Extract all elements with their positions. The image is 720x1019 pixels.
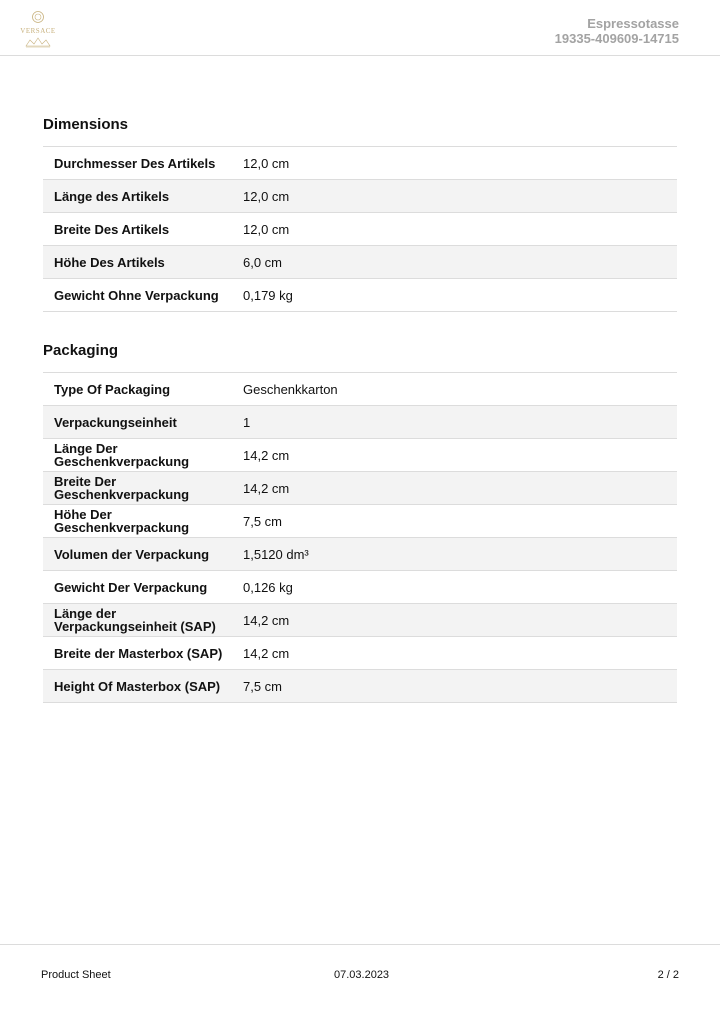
row-label: Durchmesser Des Artikels [54, 155, 216, 171]
row-value: 14,2 cm [243, 447, 290, 463]
table-row [43, 670, 677, 703]
row-value: 1,5120 dm³ [243, 546, 309, 562]
table-row [43, 213, 677, 246]
dimensions-table [43, 146, 677, 312]
row-label: Gewicht Der Verpackung [54, 579, 208, 595]
table-row [43, 538, 677, 571]
row-value: 0,179 kg [243, 287, 293, 303]
table-row [43, 246, 677, 279]
packaging-table [43, 372, 677, 703]
row-value: 6,0 cm [243, 254, 283, 270]
table-row [43, 637, 677, 670]
row-label: Breite Des Artikels [54, 221, 170, 237]
dimensions-title: Dimensions [43, 116, 129, 133]
table-row [43, 505, 677, 538]
row-value: 12,0 cm [243, 221, 290, 237]
footer-date: 07.03.2023 [334, 969, 390, 981]
table-row [43, 279, 677, 312]
row-label: Volumen der Verpackung [54, 546, 210, 562]
row-label: Type Of Packaging [54, 381, 171, 397]
row-value: 1 [243, 414, 251, 430]
page-footer [0, 944, 720, 1019]
table-row [43, 373, 677, 406]
table-row [43, 180, 677, 213]
row-value: 12,0 cm [243, 155, 290, 171]
row-label: Höhe Des Artikels [54, 254, 165, 270]
row-value: 7,5 cm [243, 678, 283, 694]
row-label: Länge der Verpackungseinheit (SAP) [54, 606, 216, 634]
row-label: Verpackungseinheit [54, 414, 177, 430]
table-row [43, 147, 677, 180]
row-label: Breite Der Geschenkverpackung [54, 474, 190, 502]
row-label: Breite der Masterbox (SAP) [54, 645, 223, 661]
row-label: Länge des Artikels [54, 188, 170, 204]
row-value: 14,2 cm [243, 645, 290, 661]
row-value: 12,0 cm [243, 188, 290, 204]
table-row [43, 571, 677, 604]
row-value: 7,5 cm [243, 513, 283, 529]
row-label: Länge Der Geschenkverpackung [54, 441, 190, 469]
row-label: Height Of Masterbox (SAP) [54, 678, 221, 694]
page-header [0, 0, 720, 56]
product-code: 19335-409609-14715 [554, 31, 679, 46]
table-row [43, 604, 677, 637]
row-value: 14,2 cm [243, 612, 290, 628]
product-title [555, 16, 679, 46]
row-label: Gewicht Ohne Verpackung [54, 287, 219, 303]
product-name: Espressotasse [587, 16, 679, 31]
table-row [43, 472, 677, 505]
versace-logo [16, 10, 60, 52]
row-label: Höhe Der Geschenkverpackung [54, 507, 190, 535]
packaging-title: Packaging [43, 342, 119, 359]
table-row [43, 439, 677, 472]
row-value: 14,2 cm [243, 480, 290, 496]
footer-doc-type: Product Sheet [41, 969, 111, 981]
row-value: Geschenkkarton [243, 381, 338, 397]
logo-wordmark: VERSACE [20, 27, 56, 35]
row-value: 0,126 kg [243, 579, 293, 595]
table-row [43, 406, 677, 439]
footer-page-number: 2 / 2 [657, 969, 679, 981]
